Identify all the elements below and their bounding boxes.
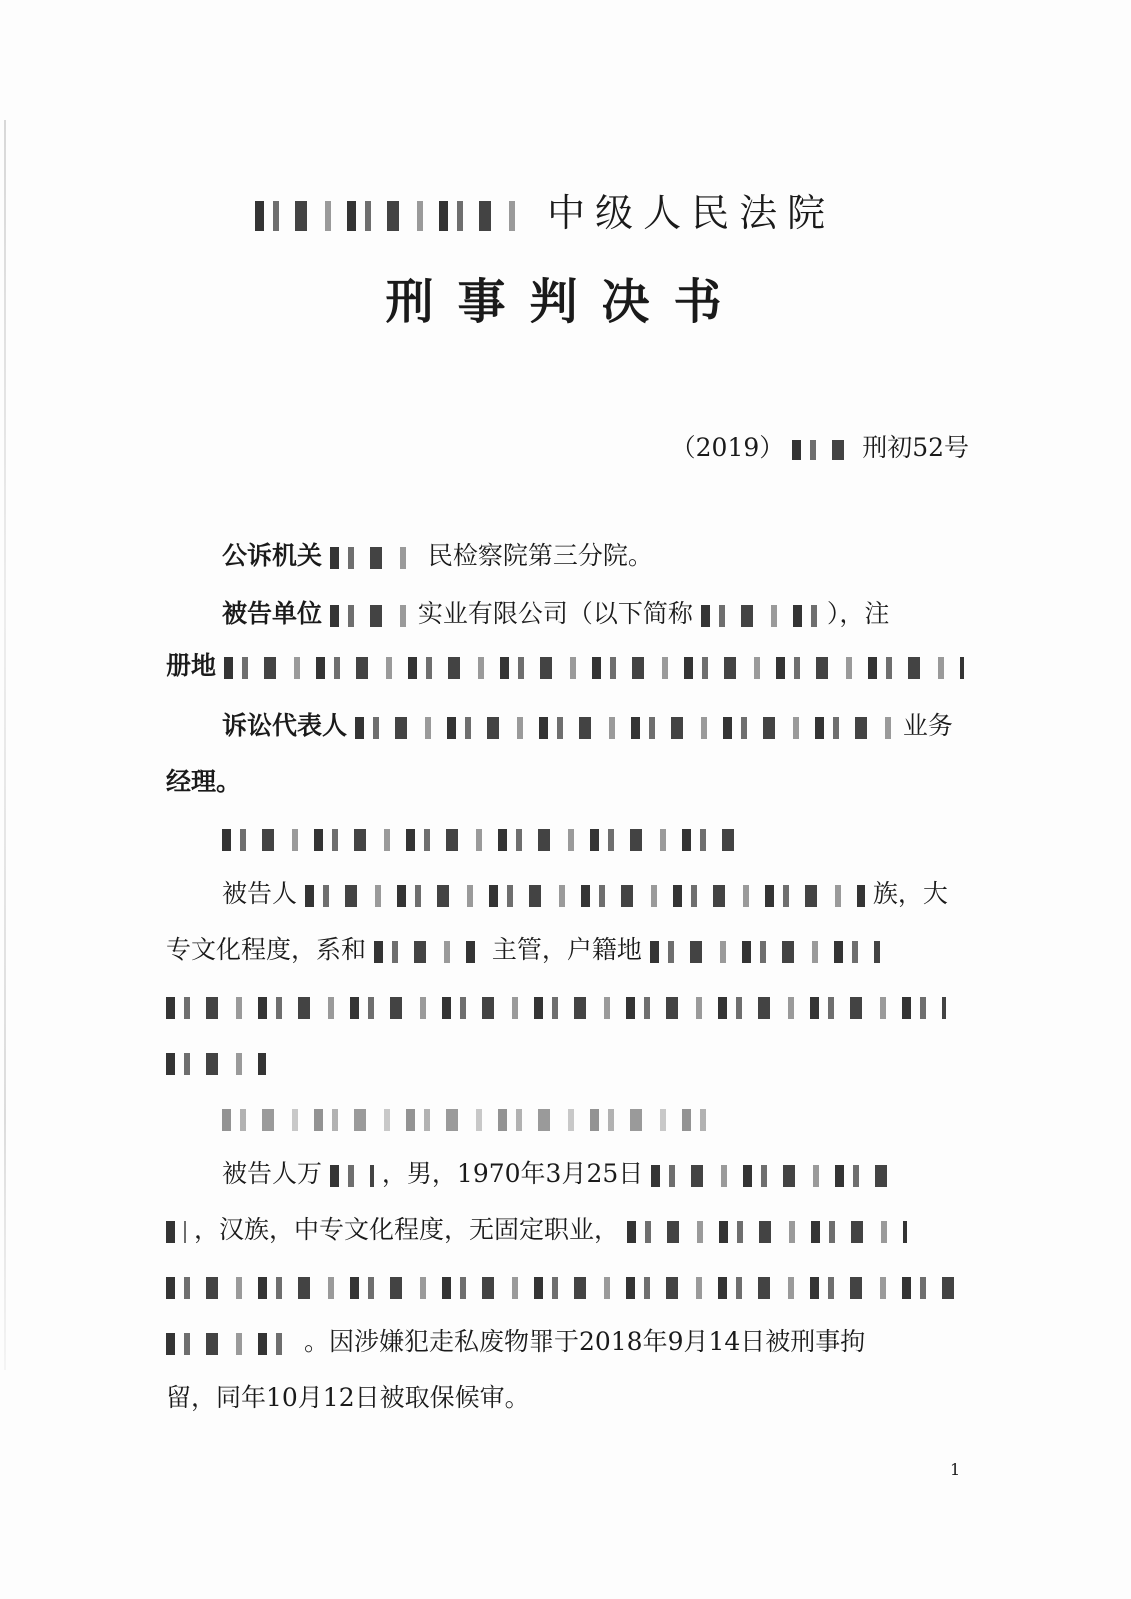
redaction-block	[222, 1109, 722, 1131]
redaction-block	[650, 941, 880, 963]
court-name	[255, 188, 915, 238]
redaction-block	[166, 1333, 296, 1355]
defendant1-line-2	[166, 932, 880, 968]
redaction-block	[222, 829, 742, 851]
case-number-prefix: （2019）	[670, 433, 785, 462]
defendant2-line4: 。因涉嫌犯走私废物罪于2018年9月14日被刑事拘	[303, 1327, 866, 1356]
redaction-block	[166, 1277, 956, 1299]
case-number-suffix: 刑初52号	[862, 433, 969, 462]
redacted-line	[222, 1100, 722, 1136]
defendant2-lead: 被告人万	[222, 1159, 323, 1188]
defendant2-line2: ，汉族，中专文化程度，无固定职业，	[193, 1215, 619, 1244]
defendant2-line5: 留，同年10月12日被取保候审。	[166, 1383, 530, 1412]
defendant-unit-line-2	[166, 648, 964, 684]
defendant2-line-3	[166, 1268, 956, 1304]
representative-line-2	[166, 764, 241, 800]
representative-line2: 经理。	[166, 767, 242, 796]
defendant1-line-3	[166, 988, 946, 1024]
defendant2-line-2	[166, 1212, 907, 1248]
defendant2-line1-b: ，男，1970年3月25日	[381, 1159, 644, 1188]
representative-label: 诉讼代表人	[222, 711, 348, 740]
defendant-unit-text: 实业有限公司（以下简称	[417, 599, 693, 628]
prosecutor-label: 公诉机关	[222, 541, 323, 570]
redaction-block	[305, 885, 865, 907]
defendant1-lead: 被告人	[222, 879, 298, 908]
prosecutor-line	[222, 538, 653, 574]
defendant2-line	[222, 1156, 901, 1192]
redaction-block	[224, 657, 964, 679]
redaction-block	[355, 717, 895, 739]
document-title: 刑事判决书	[385, 274, 746, 330]
registered-address-label: 册地	[166, 651, 217, 680]
redaction-block	[627, 1221, 907, 1243]
defendant-unit-line	[222, 596, 889, 632]
redaction-block	[330, 605, 410, 627]
redaction-block	[651, 1165, 901, 1187]
prosecutor-text: 民检察院第三分院。	[427, 541, 653, 570]
defendant1-tail: 族，大	[872, 879, 948, 908]
redaction-block	[374, 941, 484, 963]
defendant1-line	[222, 876, 948, 912]
redacted-line	[222, 820, 742, 856]
redaction-block	[255, 201, 525, 231]
case-number	[671, 430, 969, 466]
defendant-unit-label: 被告单位	[222, 599, 323, 628]
court-name-text: 中级人民法院	[547, 191, 836, 235]
redaction-block	[166, 997, 946, 1019]
redaction-block	[330, 1165, 374, 1187]
defendant2-line-4	[166, 1324, 865, 1360]
redaction-block	[701, 605, 819, 627]
redaction-block	[166, 1221, 186, 1243]
redaction-block	[330, 547, 420, 569]
redaction-block	[166, 1053, 266, 1075]
redaction-block	[792, 440, 854, 460]
defendant2-line-5	[166, 1380, 530, 1416]
representative-tail: 业务	[902, 711, 953, 740]
defendant1-line2-b: 主管，户籍地	[491, 935, 642, 964]
defendant-unit-tail: ），注	[826, 599, 890, 628]
defendant1-line-4	[166, 1044, 266, 1080]
page-number: 1	[950, 1460, 961, 1479]
representative-line	[222, 708, 953, 744]
defendant1-line2-a: 专文化程度，系和	[166, 935, 367, 964]
